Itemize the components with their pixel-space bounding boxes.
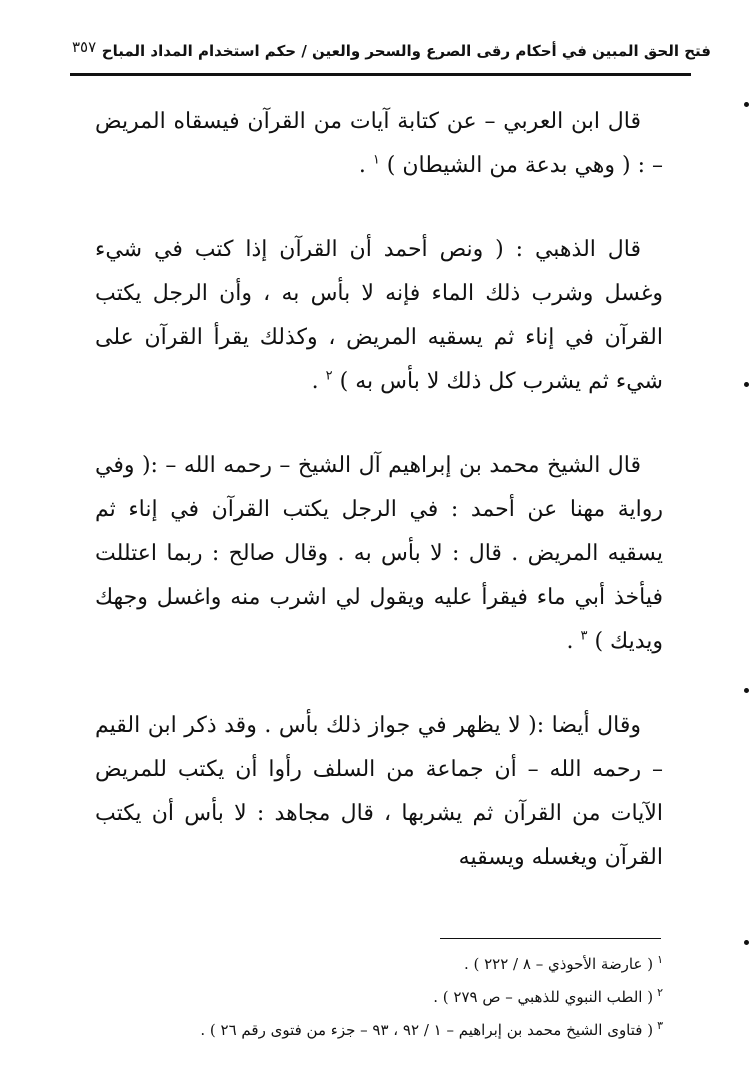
footnote-ref[interactable]: ٣ (580, 628, 588, 644)
page-number: ٣٥٧ (72, 38, 97, 56)
paragraph-end: . (566, 629, 581, 654)
running-title: فتح الحق المبين في أحكام رقى الصرع والسحر والعين / حكم استخدام المداد المباح (101, 42, 711, 60)
body-text (95, 100, 663, 880)
footnotes (95, 948, 663, 1047)
scan-dot-mark (744, 688, 749, 693)
paragraph-end: . (358, 153, 373, 178)
footnote-ref[interactable]: ٢ (325, 368, 333, 384)
header-rule (70, 73, 691, 76)
footnote-item (95, 948, 663, 981)
paragraph-text: قال الشيخ محمد بن إبراهيم آل الشيخ – رحمه الله – :( وفي رواية مهنا عن أحمد : في الرجل يكتب القرآن في إناء ثم يسقيه المريض . قال : لا بأس به . وقال صالح : ربما اعتللت فيأخذ أبي ماء فيقرأ عليه ويقول لي اشرب منه واغسل وجهك ويديك ) (95, 453, 663, 654)
paragraph-sheikh-muhammad (95, 444, 663, 664)
scan-dot-mark (744, 940, 749, 945)
scan-dot-mark (744, 382, 749, 387)
scan-dot-mark (744, 102, 749, 107)
footnote-number: ١ (657, 953, 663, 966)
footnote-text: ( الطب النبوي للذهبي – ص ٢٧٩ ) . (433, 988, 654, 1006)
footnote-text: ( فتاوى الشيخ محمد بن إبراهيم – ١ / ٩٢ ، ٩٣ – جزء من فتوى رقم ٢٦ ) . (200, 1021, 654, 1039)
paragraph-end: . (311, 369, 326, 394)
footnote-separator (440, 938, 661, 939)
footnote-item (95, 981, 663, 1014)
paragraph-text: وقال أيضا :( لا يظهر في جواز ذلك بأس . وقد ذكر ابن القيم – رحمه الله – أن جماعة من السلف رأوا أن يكتب للمريض الآيات من القرآن ثم يشربها ، قال مجاهد : لا بأس أن يكتب القرآن ويغسله ويسقيه (95, 713, 663, 870)
paragraph-text: قال الذهبي : ( ونص أحمد أن القرآن إذا كتب في شيء وغسل وشرب ذلك الماء فإنه لا بأس به ، وأن الرجل يكتب القرآن في إناء ثم يسقيه المريض ، وكذلك يقرأ القرآن على شيء ثم يشرب كل ذلك لا بأس به ) (95, 237, 663, 394)
paragraph-dhahabi (95, 228, 663, 404)
footnote-text: ( عارضة الأحوذي – ٨ / ٢٢٢ ) . (463, 955, 654, 973)
paragraph-ibn-alarabi (95, 100, 663, 188)
footnote-item (95, 1014, 663, 1047)
paragraph-text: قال ابن العربي – عن كتابة آيات من القرآن فيسقاه المريض – : ( وهي بدعة من الشيطان ) (95, 109, 663, 178)
page-header (40, 30, 711, 70)
footnote-number: ٢ (657, 986, 663, 999)
footnote-ref[interactable]: ١ (372, 152, 380, 168)
paragraph-also-said (95, 704, 663, 880)
footnote-number: ٣ (657, 1019, 663, 1032)
